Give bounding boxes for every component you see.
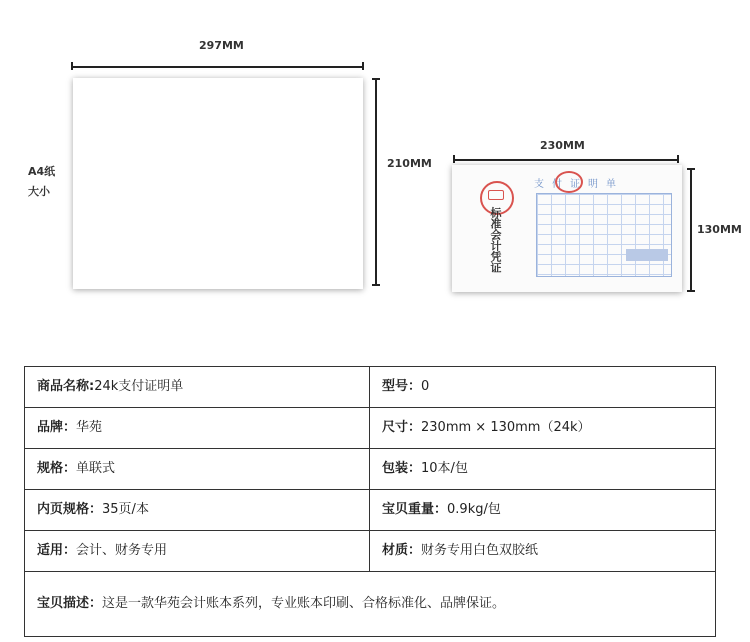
spec-usage (25, 531, 370, 571)
a4-sheet (73, 78, 363, 289)
a4-note (28, 162, 55, 202)
a4-note-line1: A4纸 (28, 165, 56, 178)
spec-product-name (25, 367, 370, 407)
voucher-header: 支付证明单 (534, 179, 624, 190)
spec-inner-pages (25, 490, 370, 530)
a4-width-label: 297MM (199, 39, 244, 52)
stamp-center-mark (488, 190, 504, 200)
spec-brand (25, 408, 370, 448)
table-row (25, 531, 715, 572)
spec-value: 35页/本 (102, 502, 149, 517)
voucher-width-tick-right (677, 155, 679, 163)
spec-format (25, 449, 370, 489)
voucher-width-label: 230MM (540, 139, 585, 152)
a4-height-tick-top (372, 78, 380, 80)
table-row (25, 490, 715, 531)
table-row (25, 408, 715, 449)
spec-value: 0 (421, 379, 430, 394)
spec-value: 财务专用白色双胶纸 (421, 543, 539, 558)
spec-key: 商品名称: (37, 379, 95, 394)
spec-table (24, 366, 716, 637)
spec-value: 0.9kg/包 (447, 502, 501, 517)
spec-key: 宝贝描述： (37, 596, 103, 611)
spec-description (25, 572, 715, 636)
table-row (25, 572, 715, 636)
spec-key: 型号： (382, 379, 422, 394)
spec-key: 尺寸： (382, 420, 422, 435)
spec-value: 单联式 (76, 461, 116, 476)
voucher-title: 标准会计凭证 (489, 207, 502, 273)
voucher-height-dimension-line (690, 168, 692, 292)
a4-height-label: 210MM (387, 157, 432, 170)
a4-width-tick-right (362, 62, 364, 70)
voucher-grid (536, 193, 672, 277)
a4-height-tick-bottom (372, 284, 380, 286)
spec-value: 10本/包 (421, 461, 468, 476)
spec-size (370, 408, 715, 448)
voucher-height-label: 130MM (697, 223, 742, 236)
spec-key: 内页规格： (37, 502, 103, 517)
spec-value: 会计、财务专用 (76, 543, 168, 558)
red-circle-mark-icon (555, 171, 583, 193)
spec-key: 宝贝重量： (382, 502, 448, 517)
voucher-height-tick-top (687, 168, 695, 170)
spec-packaging (370, 449, 715, 489)
a4-width-tick-left (71, 62, 73, 70)
a4-height-dimension-line (375, 78, 377, 286)
spec-value: 230mm × 130mm（24k） (421, 420, 591, 435)
spec-key: 规格： (37, 461, 77, 476)
spec-key: 适用： (37, 543, 77, 558)
spec-value: 华苑 (76, 420, 103, 435)
a4-width-dimension-line (71, 66, 364, 68)
voucher-height-tick-bottom (687, 290, 695, 292)
table-row (25, 367, 715, 408)
spec-value: 这是一款华苑会计账本系列，专业账本印刷、合格标准化、品牌保证。 (102, 596, 506, 611)
voucher-width-tick-left (453, 155, 455, 163)
spec-material (370, 531, 715, 571)
spec-key: 包装： (382, 461, 422, 476)
spec-key: 材质： (382, 543, 422, 558)
spec-value: 24k支付证明单 (94, 379, 184, 394)
voucher-image (452, 165, 682, 292)
voucher-shaded-cells (626, 249, 668, 261)
spec-key: 品牌： (37, 420, 77, 435)
table-row (25, 449, 715, 490)
voucher-width-dimension-line (453, 159, 679, 161)
spec-model (370, 367, 715, 407)
spec-weight (370, 490, 715, 530)
a4-note-line2: 大小 (28, 185, 50, 198)
